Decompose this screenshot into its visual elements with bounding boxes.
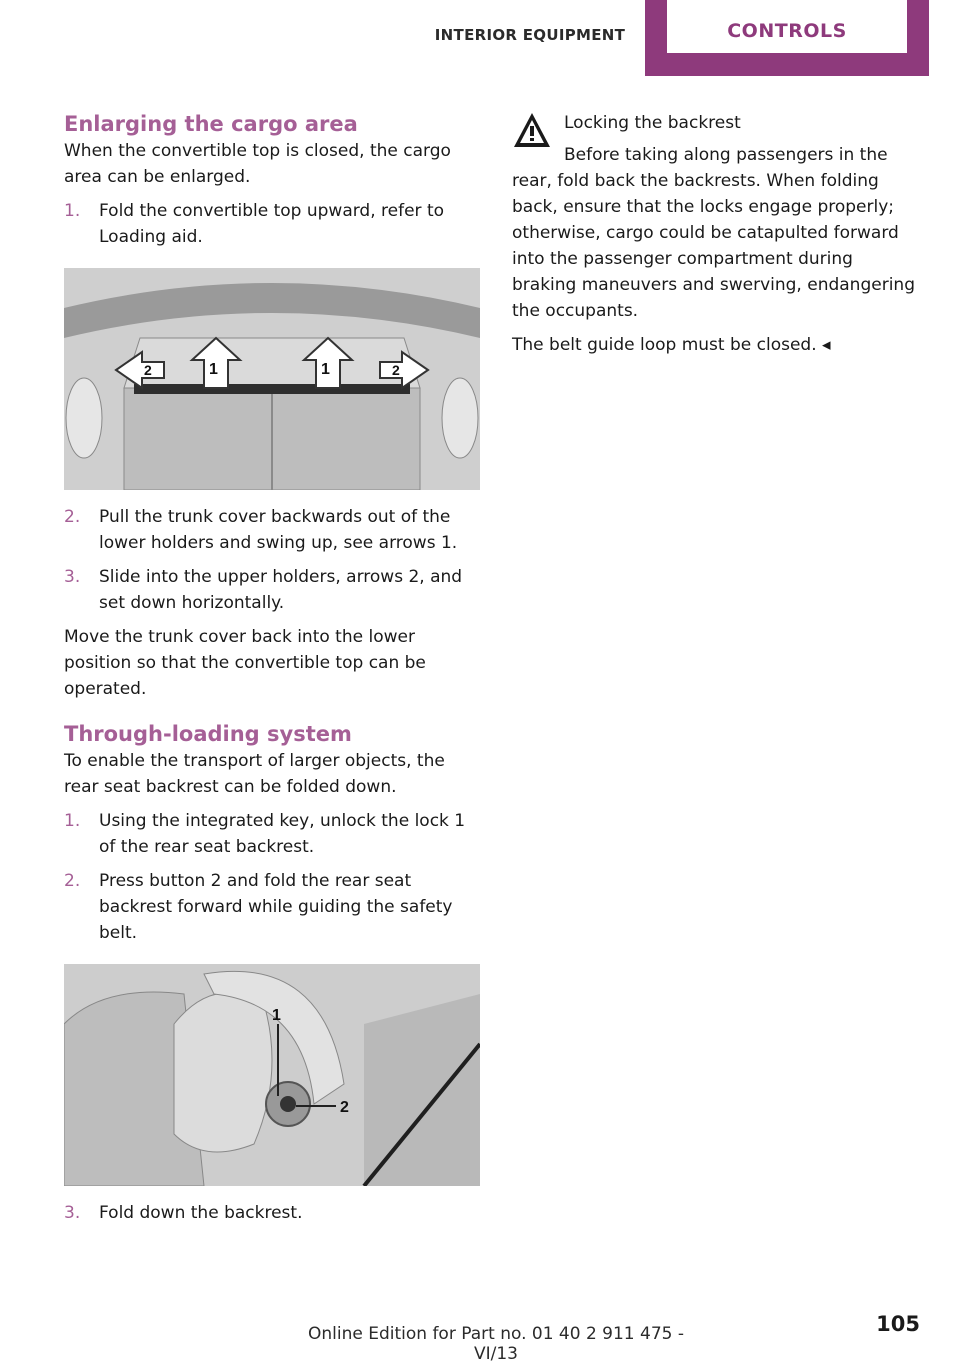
- header-section-label: INTERIOR EQUIPMENT: [434, 26, 626, 44]
- step-number: 3.: [64, 567, 81, 587]
- list-item: [64, 198, 480, 250]
- note-move-trunk-cover: Move the trunk cover back into the lower position so that the convertible top can be operated.: [64, 627, 426, 699]
- figure2-label-button: 2: [340, 1099, 349, 1116]
- step-number: 1.: [64, 811, 81, 831]
- intro-through-loading: To enable the transport of larger objects, the rear seat backrest can be folded down.: [64, 751, 445, 797]
- figure1-label-arrow2-left: 2: [144, 362, 152, 378]
- list-item: [64, 504, 480, 556]
- figure-trunk-cover: [64, 268, 480, 490]
- figure1-label-arrow1-left: 1: [209, 361, 218, 378]
- step-number: 3.: [64, 1203, 81, 1223]
- step-list-b: [64, 504, 480, 616]
- figure1-label-arrow1-right: 1: [321, 361, 330, 378]
- chapter-tab: [645, 0, 929, 76]
- step-text: Fold down the backrest.: [99, 1203, 303, 1223]
- step-text: Slide into the upper holders, arrows 2, and set down horizontally.: [99, 567, 463, 613]
- warning-body: Before taking along passengers in the rear, fold back the backrests. When folding back, ensure that the locks engage properly; otherwise, cargo could be catapulted forward into the passenger compartment during braking maneuvers and swerving, endangering the occupants.: [512, 145, 915, 321]
- step-number: 1.: [64, 201, 81, 221]
- page-number: 105: [876, 1312, 920, 1336]
- list-item: [64, 564, 480, 616]
- right-column: [512, 110, 920, 358]
- trunk-cover-illustration: [64, 268, 480, 490]
- chapter-tab-label: CONTROLS: [667, 0, 907, 53]
- step-number: 2.: [64, 507, 81, 527]
- step-list-c: [64, 808, 480, 946]
- step-text: Pull the trunk cover backwards out of the lower holders and swing up, see arrows 1.: [99, 507, 458, 553]
- list-item: [64, 868, 480, 946]
- step-text: Using the integrated key, unlock the lock 1 of the rear seat backrest.: [99, 811, 466, 857]
- figure1-label-arrow2-right: 2: [392, 362, 400, 378]
- figure2-label-lock: 1: [272, 1007, 281, 1024]
- heading-enlarging-cargo-area: Enlarging the cargo area: [64, 112, 358, 136]
- figure-backrest-lock: [64, 964, 480, 1186]
- list-item: [64, 1200, 480, 1226]
- warning-block: [512, 110, 920, 166]
- warning-end: The belt guide loop must be closed. ◂: [512, 335, 831, 355]
- step-number: 2.: [64, 871, 81, 891]
- left-column: [64, 110, 480, 1234]
- warning-triangle-icon: [512, 110, 552, 150]
- backrest-lock-illustration: [64, 964, 480, 1186]
- warning-title: Locking the backrest: [564, 113, 741, 133]
- step-text: Fold the convertible top upward, refer to Loading aid.: [99, 201, 445, 247]
- list-item: [64, 808, 480, 860]
- heading-through-loading: Through-loading system: [64, 722, 352, 746]
- step-list-a: [64, 198, 480, 250]
- edition-note: Online Edition for Part no. 01 40 2 911 475 - VI/13: [307, 1324, 685, 1364]
- step-text: Press button 2 and fold the rear seat backrest forward while guiding the safety belt.: [99, 871, 453, 943]
- step-list-d: [64, 1200, 480, 1226]
- intro-enlarging: When the convertible top is closed, the cargo area can be enlarged.: [64, 141, 451, 187]
